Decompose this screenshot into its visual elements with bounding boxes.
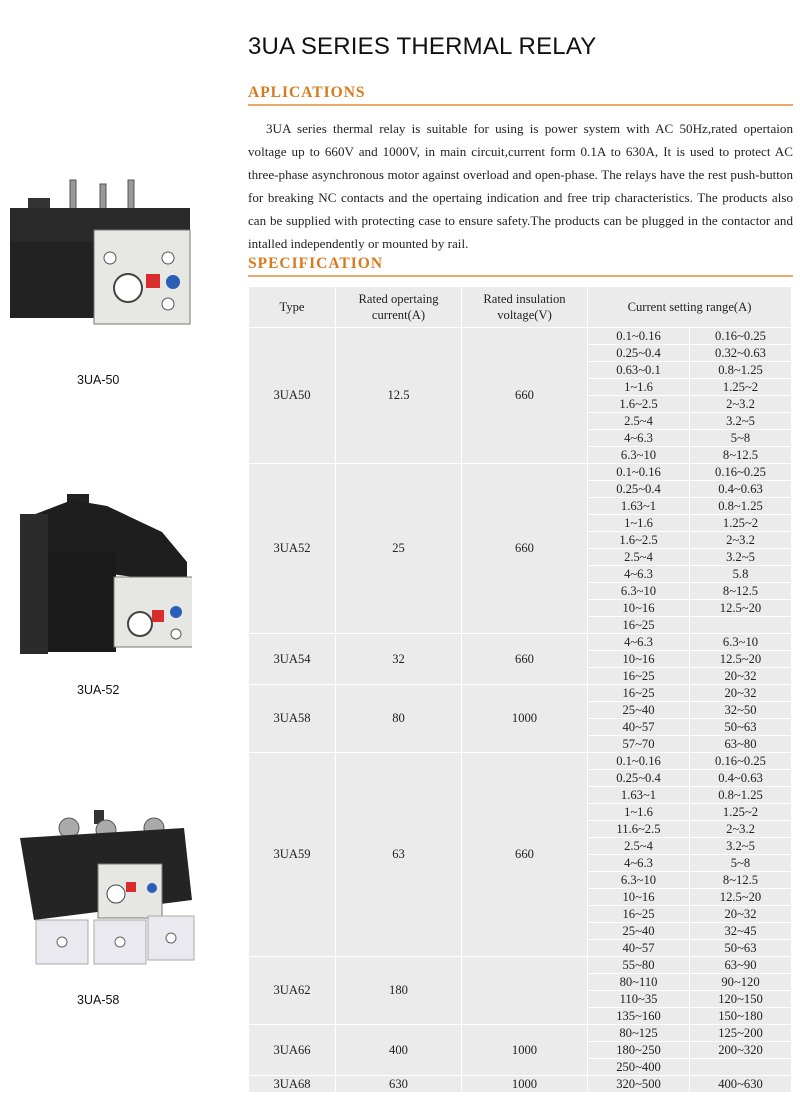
range-value: 55~80 — [622, 958, 655, 972]
range-high-cell — [690, 498, 792, 515]
range-low-cell — [588, 430, 690, 447]
range-high-cell — [690, 719, 792, 736]
range-low-cell — [588, 1008, 690, 1025]
range-value: 11.6~2.5 — [616, 822, 661, 836]
range-value: 1.25~2 — [722, 516, 759, 530]
range-low-cell — [588, 617, 690, 634]
product-label: 3UA-58 — [77, 993, 120, 1007]
applications-section — [248, 84, 793, 106]
voltage-cell — [462, 957, 588, 1025]
voltage-cell: 1000 — [462, 685, 588, 753]
range-value: 12.5~20 — [719, 601, 762, 615]
range-low-cell — [588, 923, 690, 940]
range-low-cell — [588, 464, 690, 481]
range-value: 12.5~20 — [719, 652, 762, 666]
range-value: 1~1.6 — [624, 516, 653, 530]
range-high-cell — [690, 617, 792, 634]
range-value: 320~500 — [616, 1077, 661, 1091]
header-rated-voltage: Rated insulation voltage(V) — [462, 287, 588, 328]
range-high-cell — [690, 583, 792, 600]
range-value: 3.2~5 — [726, 839, 755, 853]
table-row — [249, 957, 792, 974]
range-high-cell — [690, 532, 792, 549]
range-high-cell — [690, 702, 792, 719]
range-value: 20~32 — [724, 907, 757, 921]
range-low-cell — [588, 379, 690, 396]
range-high-cell — [690, 872, 792, 889]
table-row — [249, 328, 792, 345]
range-value: 6.3~10 — [620, 448, 657, 462]
range-value: 8~12.5 — [722, 448, 759, 462]
range-low-cell — [588, 736, 690, 753]
range-high-cell — [690, 413, 792, 430]
range-high-cell — [690, 685, 792, 702]
range-low-cell — [588, 515, 690, 532]
range-value: 0.1~0.16 — [616, 329, 661, 343]
table-row — [249, 1025, 792, 1042]
range-low-cell — [588, 413, 690, 430]
table-row — [249, 634, 792, 651]
range-value: 2~3.2 — [726, 533, 755, 547]
range-low-cell — [588, 651, 690, 668]
applications-text — [248, 117, 793, 255]
range-value: 10~16 — [622, 601, 655, 615]
range-low-cell — [588, 498, 690, 515]
range-low-cell — [588, 872, 690, 889]
current-cell: 80 — [336, 685, 462, 753]
range-high-cell — [690, 736, 792, 753]
range-high-cell — [690, 838, 792, 855]
range-low-cell — [588, 1042, 690, 1059]
range-value: 4~6.3 — [624, 856, 653, 870]
range-value: 16~25 — [622, 907, 655, 921]
range-value — [690, 1059, 791, 1075]
range-low-cell — [588, 1059, 690, 1076]
range-high-cell — [690, 1059, 792, 1076]
range-value: 0.63~0.1 — [616, 363, 661, 377]
table-row — [249, 685, 792, 702]
range-high-cell — [690, 515, 792, 532]
range-value: 0.16~0.25 — [715, 754, 766, 768]
range-value: 2~3.2 — [726, 397, 755, 411]
applications-heading: APLICATIONS — [248, 84, 366, 101]
range-value: 0.4~0.63 — [718, 771, 763, 785]
current-cell: 180 — [336, 957, 462, 1025]
range-value: 10~16 — [622, 890, 655, 904]
range-low-cell — [588, 838, 690, 855]
range-high-cell — [690, 855, 792, 872]
range-high-cell — [690, 481, 792, 498]
range-low-cell — [588, 719, 690, 736]
section-divider — [248, 275, 793, 277]
header-setting-range: Current setting range(A) — [588, 287, 792, 328]
range-high-cell — [690, 923, 792, 940]
range-value: 0.16~0.25 — [715, 329, 766, 343]
range-value: 1~1.6 — [624, 805, 653, 819]
range-value: 4~6.3 — [624, 635, 653, 649]
range-high-cell — [690, 940, 792, 957]
section-divider — [248, 104, 793, 106]
range-value: 8~12.5 — [722, 873, 759, 887]
range-value: 0.1~0.16 — [616, 465, 661, 479]
range-value: 6.3~10 — [620, 873, 657, 887]
range-high-cell — [690, 821, 792, 838]
range-value: 150~180 — [718, 1009, 763, 1023]
product-image-3ua58 — [14, 808, 199, 968]
range-low-cell — [588, 702, 690, 719]
range-value: 0.25~0.4 — [616, 346, 661, 360]
range-value: 0.1~0.16 — [616, 754, 661, 768]
range-high-cell — [690, 464, 792, 481]
current-cell: 630 — [336, 1076, 462, 1093]
range-high-cell — [690, 770, 792, 787]
range-low-cell — [588, 1025, 690, 1042]
range-high-cell — [690, 600, 792, 617]
specification-section — [248, 255, 793, 277]
range-low-cell — [588, 821, 690, 838]
range-low-cell — [588, 362, 690, 379]
range-value: 6.3~10 — [620, 584, 657, 598]
voltage-cell: 660 — [462, 634, 588, 685]
range-low-cell — [588, 804, 690, 821]
range-high-cell — [690, 328, 792, 345]
range-high-cell — [690, 991, 792, 1008]
applications-paragraph: 3UA series thermal relay is suitable for using is power system with AC 50Hz,rated opertaion voltage up to 660V and 1000V, in main circuit,current form 0.1A to 630A, It is used to protect AC three-phase asynchronous motor against overload and open-phase. The relays have the rest push-button for breaking NC contacts and the opertaing indication and free trip characteristics. The products also can be supplied with protecting case to ensure safety.The products can be plugged in the contactor and intalled independently or mounted by rail. — [248, 121, 793, 251]
range-value: 5~8 — [730, 856, 751, 870]
range-value: 1~1.6 — [624, 380, 653, 394]
range-value: 90~120 — [721, 975, 760, 989]
product-label: 3UA-52 — [77, 683, 120, 697]
range-value: 125~200 — [718, 1026, 763, 1040]
range-low-cell — [588, 345, 690, 362]
range-low-cell — [588, 787, 690, 804]
range-value: 0.8~1.25 — [718, 363, 763, 377]
range-value: 110~35 — [619, 992, 658, 1006]
range-value: 57~70 — [622, 737, 655, 751]
range-value: 4~6.3 — [624, 431, 653, 445]
range-value: 1.6~2.5 — [619, 533, 658, 547]
range-value: 135~160 — [616, 1009, 661, 1023]
current-cell: 400 — [336, 1025, 462, 1076]
specification-table — [248, 286, 792, 1093]
range-low-cell — [588, 634, 690, 651]
range-value: 63~80 — [724, 737, 757, 751]
range-value: 5.8 — [732, 567, 749, 581]
range-high-cell — [690, 753, 792, 770]
range-high-cell — [690, 379, 792, 396]
range-value: 20~32 — [724, 669, 757, 683]
range-low-cell — [588, 940, 690, 957]
voltage-cell: 1000 — [462, 1025, 588, 1076]
range-value: 50~63 — [724, 720, 757, 734]
table-header-row — [249, 287, 792, 328]
range-value: 1.25~2 — [722, 805, 759, 819]
type-cell: 3UA58 — [249, 685, 336, 753]
type-cell: 3UA54 — [249, 634, 336, 685]
range-low-cell — [588, 481, 690, 498]
range-value: 2.5~4 — [624, 839, 653, 853]
specification-heading: SPECIFICATION — [248, 255, 384, 272]
range-high-cell — [690, 1008, 792, 1025]
range-low-cell — [588, 532, 690, 549]
table-body — [249, 328, 792, 1093]
range-value: 1.63~1 — [620, 788, 657, 802]
range-low-cell — [588, 855, 690, 872]
current-cell: 12.5 — [336, 328, 462, 464]
type-cell: 3UA52 — [249, 464, 336, 634]
range-value: 16~25 — [622, 686, 655, 700]
range-value: 32~45 — [724, 924, 757, 938]
range-low-cell — [588, 396, 690, 413]
table-row — [249, 1076, 792, 1093]
current-cell: 25 — [336, 464, 462, 634]
range-value: 0.25~0.4 — [616, 482, 661, 496]
type-cell: 3UA62 — [249, 957, 336, 1025]
range-high-cell — [690, 957, 792, 974]
range-value: 40~57 — [622, 941, 655, 955]
range-high-cell — [690, 889, 792, 906]
range-value: 1.25~2 — [722, 380, 759, 394]
range-low-cell — [588, 685, 690, 702]
current-cell: 32 — [336, 634, 462, 685]
range-value: 63~90 — [724, 958, 757, 972]
range-high-cell — [690, 787, 792, 804]
range-value: 20~32 — [724, 686, 757, 700]
range-value: 3.2~5 — [726, 550, 755, 564]
range-value: 0.16~0.25 — [715, 465, 766, 479]
header-rated-current: Rated opertaing current(A) — [336, 287, 462, 328]
range-high-cell — [690, 906, 792, 923]
range-value: 3.2~5 — [726, 414, 755, 428]
range-value: 2~3.2 — [726, 822, 755, 836]
range-low-cell — [588, 974, 690, 991]
range-value: 6.3~10 — [722, 635, 759, 649]
range-high-cell — [690, 804, 792, 821]
range-value — [690, 617, 791, 633]
current-cell: 63 — [336, 753, 462, 957]
range-value: 200~320 — [718, 1043, 763, 1057]
page-title: 3UA SERIES THERMAL RELAY — [248, 33, 597, 60]
range-high-cell — [690, 566, 792, 583]
range-low-cell — [588, 1076, 690, 1093]
range-high-cell — [690, 362, 792, 379]
range-low-cell — [588, 957, 690, 974]
range-value: 32~50 — [724, 703, 757, 717]
range-value: 5~8 — [730, 431, 751, 445]
type-cell: 3UA66 — [249, 1025, 336, 1076]
range-value: 16~25 — [622, 618, 655, 632]
range-low-cell — [588, 328, 690, 345]
header-type: Type — [249, 287, 336, 328]
voltage-cell: 660 — [462, 464, 588, 634]
range-low-cell — [588, 447, 690, 464]
range-low-cell — [588, 549, 690, 566]
range-value: 50~63 — [724, 941, 757, 955]
range-high-cell — [690, 345, 792, 362]
range-value: 0.32~0.63 — [715, 346, 766, 360]
range-high-cell — [690, 668, 792, 685]
range-value: 400~630 — [718, 1077, 763, 1091]
range-high-cell — [690, 396, 792, 413]
range-low-cell — [588, 906, 690, 923]
type-cell: 3UA59 — [249, 753, 336, 957]
type-cell: 3UA50 — [249, 328, 336, 464]
range-value: 80~125 — [619, 1026, 658, 1040]
range-value: 180~250 — [616, 1043, 661, 1057]
range-value: 1.63~1 — [620, 499, 657, 513]
voltage-cell: 660 — [462, 753, 588, 957]
range-value: 25~40 — [622, 703, 655, 717]
range-value: 250~400 — [616, 1060, 661, 1074]
table-row — [249, 753, 792, 770]
range-low-cell — [588, 889, 690, 906]
range-high-cell — [690, 430, 792, 447]
range-value: 0.8~1.25 — [718, 499, 763, 513]
product-image-3ua50 — [8, 178, 193, 326]
range-value: 80~110 — [619, 975, 658, 989]
range-value: 2.5~4 — [624, 550, 653, 564]
range-value: 120~150 — [718, 992, 763, 1006]
range-value: 4~6.3 — [624, 567, 653, 581]
type-cell: 3UA68 — [249, 1076, 336, 1093]
range-high-cell — [690, 447, 792, 464]
range-high-cell — [690, 549, 792, 566]
range-value: 25~40 — [622, 924, 655, 938]
range-high-cell — [690, 1025, 792, 1042]
range-value: 40~57 — [622, 720, 655, 734]
range-high-cell — [690, 1042, 792, 1059]
range-value: 1.6~2.5 — [619, 397, 658, 411]
range-low-cell — [588, 770, 690, 787]
range-low-cell — [588, 600, 690, 617]
range-low-cell — [588, 566, 690, 583]
product-image-3ua52 — [12, 492, 192, 662]
range-value: 0.25~0.4 — [616, 771, 661, 785]
range-high-cell — [690, 974, 792, 991]
range-low-cell — [588, 583, 690, 600]
voltage-cell: 660 — [462, 328, 588, 464]
product-label: 3UA-50 — [77, 373, 120, 387]
range-value: 0.8~1.25 — [718, 788, 763, 802]
range-high-cell — [690, 1076, 792, 1093]
range-value: 10~16 — [622, 652, 655, 666]
range-value: 8~12.5 — [722, 584, 759, 598]
range-value: 2.5~4 — [624, 414, 653, 428]
voltage-cell: 1000 — [462, 1076, 588, 1093]
range-low-cell — [588, 991, 690, 1008]
range-low-cell — [588, 753, 690, 770]
range-value: 16~25 — [622, 669, 655, 683]
range-value: 0.4~0.63 — [718, 482, 763, 496]
range-low-cell — [588, 668, 690, 685]
table-row — [249, 464, 792, 481]
range-high-cell — [690, 651, 792, 668]
range-high-cell — [690, 634, 792, 651]
range-value: 12.5~20 — [719, 890, 762, 904]
